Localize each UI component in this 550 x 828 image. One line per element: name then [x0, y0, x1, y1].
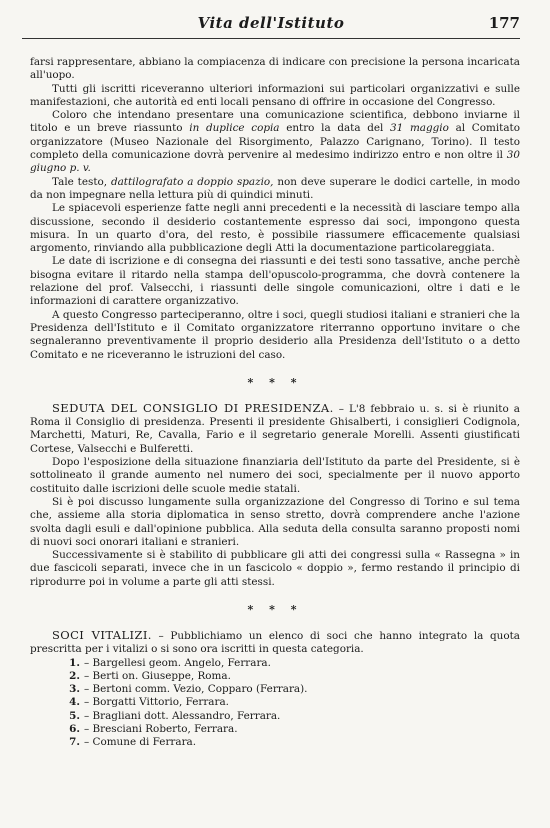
page-number: 177 [488, 14, 520, 32]
list-item-number: 7. [69, 736, 80, 749]
paragraph: Tale testo, dattilografato a doppio spazio, non deve superare le dodici cartelle, in modo da non impegnare nella lettura più di quindici minuti. [30, 175, 520, 201]
list-item-text: – Bargellesi geom. Angelo, Ferrara. [84, 656, 271, 669]
list-item-number: 2. [69, 669, 80, 682]
list-item [30, 723, 520, 736]
soci-intro: SOCI VITALIZI. – Pubblichiamo un elenco di soci che hanno integrato la quota prescritta per i vitalizi o si sono ora iscritti in questa categoria. [30, 627, 520, 656]
list-item-text: – Comune di Ferrara. [84, 736, 197, 749]
paragraph: A questo Congresso parteciperanno, oltre i soci, quegli studiosi italiani e stranieri che la Presidenza dell'Istituto e il Comitato organizzatore riterranno opportuno invitare o che segnaleranno preventivamente il proprio desiderio alla Presidenza dell'Istituto o a detto Comitato e ne riceveranno le istruzioni del caso. [30, 308, 520, 361]
paragraph: Successivamente si è stabilito di pubblicare gli atti dei congressi sulla « Rassegna » in due fascicoli separati, invece che in un fascicolo « doppio », fermo restando il principio di riprodurre poi in volume a parte gli atti stessi. [30, 549, 520, 588]
list-item [30, 670, 520, 683]
paragraph: Le date di iscrizione e di consegna dei riassunti e dei testi sono tassative, anche perchè bisogna evitare il ritardo nella stampa dell'opuscolo-programma, che dovrà contenere la relazione del prof. Valsecchi, i riassunti delle singole comunicazioni, oltre i dati e le informazioni di carattere organizzativo. [30, 255, 520, 308]
paragraph: farsi rappresentare, abbiano la compiacenza di indicare con precisione la persona incaricata all'uopo. [30, 56, 520, 82]
list-item-number: 5. [69, 709, 80, 722]
list-item-number: 1. [69, 656, 80, 669]
section-heading: SEDUTA DEL CONSIGLIO DI PRESIDENZA. [52, 400, 334, 415]
seduta-intro: SEDUTA DEL CONSIGLIO DI PRESIDENZA. – L'8 febbraio u. s. si è riunito a Roma il Consiglio di presidenza. Presenti il presidente Ghisalberti, i consiglieri Codignola, Marchetti, Maturi, Re, Cavalla, Fario e il segretario generale Morelli. Assenti giustificati Cortese, Valsecchi e Bulferetti. [30, 400, 520, 455]
article-body [30, 56, 520, 750]
paragraph: Si è poi discusso lungamente sulla organizzazione del Congresso di Torino e sul tema che, assieme alla storia diplomatica in senso stretto, dovrà comprendere anche l'azione svolta dagli esuli e dall'opinione pubblica. Alla seduta della consulta saranno proposti nomi di nuovi soci onorari italiani e stranieri. [30, 495, 520, 548]
soci-list [30, 657, 520, 750]
list-item [30, 683, 520, 696]
section-heading: SOCI VITALIZI. [52, 627, 152, 642]
list-item-text: – Bertoni comm. Vezio, Copparo (Ferrara). [84, 683, 308, 696]
list-item [30, 710, 520, 723]
paragraph: Le spiacevoli esperienze fatte negli anni precedenti e la necessità di lasciare tempo alla discussione, secondo il desiderio costantemente espresso dai soci, impongono questa misura. In un quarto d'ora, del resto, è possibile riassumere efficacemente qualsiasi argomento, rinviando alla pubblicazione degli Atti la documentazione particolareggiata. [30, 202, 520, 255]
list-item [30, 657, 520, 670]
list-item-number: 6. [69, 723, 80, 736]
list-item-text: – Borgatti Vittorio, Ferrara. [84, 696, 229, 709]
list-item-text: – Bragliani dott. Alessandro, Ferrara. [84, 709, 281, 722]
section-separator: * * * [247, 375, 303, 389]
list-item-number: 3. [69, 683, 80, 696]
running-title: Vita dell'Istituto [197, 14, 345, 32]
list-item-text: – Berti on. Giuseppe, Roma. [84, 669, 231, 682]
paragraph: Tutti gli iscritti riceveranno ulteriori informazioni sui particolari organizzativi e sulle manifestazioni, che autorità ed enti locali pensano di offrire in occasione del Congresso. [30, 82, 520, 108]
list-item-text: – Bresciani Roberto, Ferrara. [84, 723, 238, 736]
paragraph: Dopo l'esposizione della situazione finanziaria dell'Istituto da parte del Presidente, si è sottolineato il grande aumento nel numero dei soci, specialmente per il nuovo apporto costituito dalle iscrizioni delle scuole medie statali. [30, 456, 520, 495]
running-header [22, 14, 520, 39]
list-item [30, 696, 520, 709]
list-item [30, 736, 520, 749]
section-separator: * * * [247, 602, 303, 616]
paragraph: Coloro che intendano presentare una comunicazione scientifica, debbono inviarne il titolo e un breve riassunto in duplice copia entro la data del 31 maggio al Comitato organizzatore (Museo Nazionale del Risorgimento, Palazzo Carignano, Torino). Il testo completo della comunicazione dovrà pervenire al medesimo indirizzo entro e non oltre il 30 giugno p. v. [30, 109, 520, 175]
list-item-number: 4. [69, 696, 80, 709]
